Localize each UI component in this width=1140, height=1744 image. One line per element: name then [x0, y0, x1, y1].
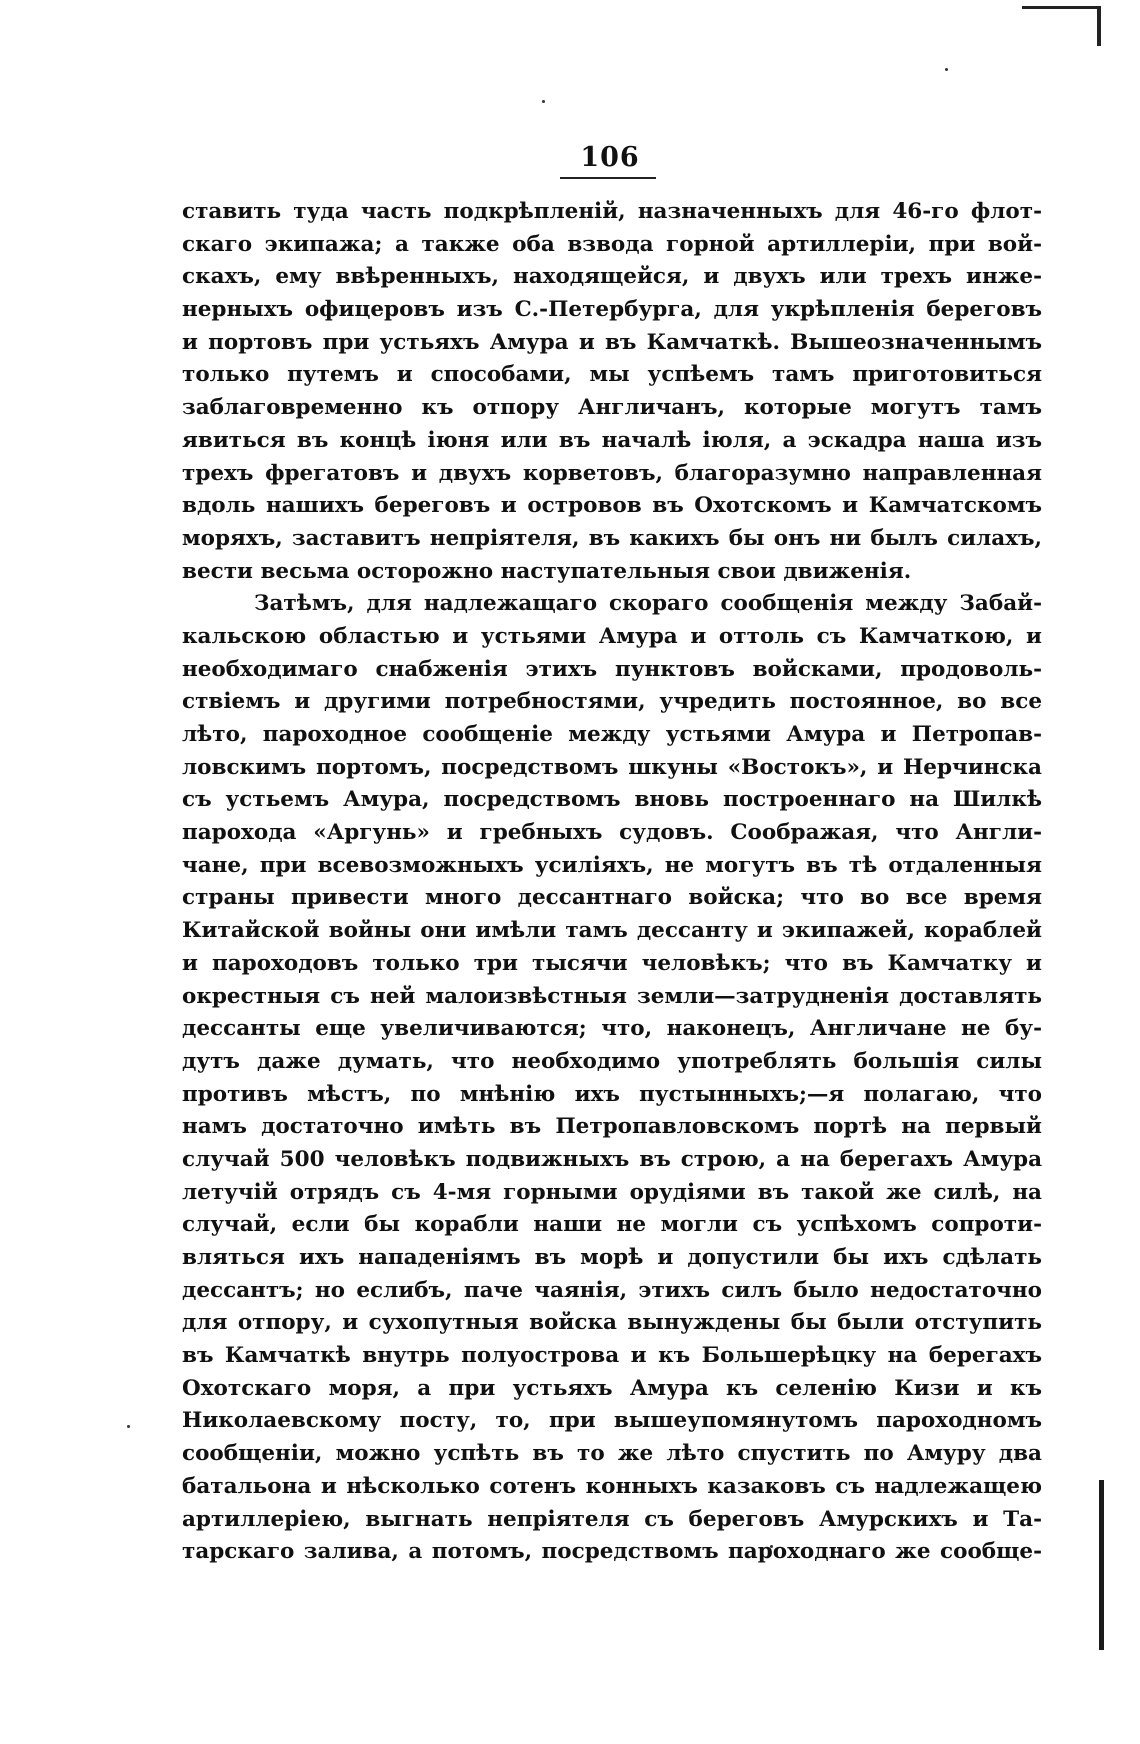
text-line: моряхъ, заставитъ непріятеля, въ какихъ бы онъ ни былъ силахъ, [182, 525, 1042, 551]
text-line: скаго экипажа; а также оба взвода горной артиллеріи, при вой- [182, 231, 1042, 257]
text-line: въ Камчаткѣ внутрь полуострова и къ Большерѣцку на берегахъ [182, 1343, 1042, 1369]
text-line: дессанты еще увеличиваются; что, наконецъ, Англичане не бу- [182, 1016, 1042, 1042]
text-line: лѣто, пароходное сообщеніе между устьями Амура и Петропав- [182, 722, 1042, 747]
text-line: случай 500 человѣкъ подвижныхъ въ строю, а на берегахъ Амура [182, 1146, 1042, 1172]
text-line: противъ мѣстъ, по мнѣнію ихъ пустынныхъ;—я полагаю, что [182, 1081, 1042, 1107]
text-line: съ устьемъ Амура, посредствомъ вновь построеннаго на Шилкѣ [182, 787, 1042, 813]
text-line: и портовъ при устьяхъ Амура и въ Камчаткѣ. Вышеозначеннымъ [182, 329, 1042, 355]
speck [945, 68, 948, 71]
text-line: Охотскаго моря, а при устьяхъ Амура къ селенію Кизи и къ [182, 1375, 1042, 1401]
text-line: сообщеніи, можно успѣть въ то же лѣто спустить по Амуру два [182, 1441, 1042, 1467]
text-line: дутъ даже думать, что необходимо употреблять большія силы [182, 1048, 1042, 1074]
text-line: Николаевскому посту, то, при вышеупомянутомъ пароходномъ [182, 1408, 1042, 1434]
text-line: дессантъ; но еслибъ, паче чаянія, этихъ силъ было недостаточно [182, 1277, 1042, 1303]
page-edge-mark [1022, 6, 1100, 29]
text-line: только путемъ и способами, мы успѣемъ тамъ приготовиться [182, 362, 1042, 388]
speck [127, 1425, 130, 1428]
body-text [182, 196, 1042, 1569]
text-line: чане, при всевозможныхъ усиліяхъ, не могутъ въ тѣ отдаленныя [182, 852, 1042, 878]
text-line: Китайской войны они имѣли тамъ дессанту и экипажей, кораблей [182, 918, 1042, 944]
text-line: ставить туда часть подкрѣпленій, назначенныхъ для 46-го флот- [182, 199, 1042, 224]
text-line: случай, если бы корабли наши не могли съ успѣхомъ сопроти- [182, 1212, 1042, 1238]
speck [542, 100, 545, 103]
text-line: вдоль нашихъ береговъ и островов въ Охотскомъ и Камчатскомъ [182, 493, 1042, 519]
text-line: нерныхъ офицеровъ изъ С.-Петербурга, для укрѣпленія береговъ [182, 297, 1042, 323]
text-line: ловскимъ портомъ, посредствомъ шкуны «Востокъ», и Нерчинска [182, 754, 1042, 780]
paragraph-start-line: Затѣмъ, для надлежащаго скораго сообщенія между Забай- [254, 591, 1042, 617]
text-line: трехъ фрегатовъ и двухъ корветовъ, благоразумно направленная [182, 460, 1042, 486]
text-line: летучій отрядъ съ 4-мя горными орудіями въ такой же силѣ, на [182, 1179, 1042, 1205]
text-line: скахъ, ему ввѣренныхъ, находящейся, и двухъ или трехъ инже- [182, 264, 1042, 290]
text-line: для отпору, и сухопутныя войска вынуждены бы были отступить [182, 1310, 1042, 1336]
text-line: ствіемъ и другими потребностями, учредить постоянное, во все [182, 689, 1042, 715]
page-number: 106 [580, 142, 640, 173]
text-line: вести весьма осторожно наступательныя свои движенія. [182, 558, 912, 584]
margin-rule [1099, 1480, 1104, 1650]
text-line: намъ достаточно имѣть въ Петропавловскомъ портѣ на первый [182, 1114, 1042, 1140]
text-line: тарскаго залива, а потомъ, посредствомъ пароходнаго же сообще- [182, 1539, 1042, 1565]
text-line: окрестныя съ ней малоизвѣстныя земли—затрудненія доставлять [182, 983, 1042, 1009]
text-line: парохода «Аргунь» и гребныхъ судовъ. Соображая, что Англи- [182, 820, 1042, 846]
text-line: батальона и нѣсколько сотенъ конныхъ казаковъ съ надлежащею [182, 1473, 1042, 1499]
text-line: и пароходовъ только три тысячи человѣкъ; что въ Камчатку и [182, 950, 1042, 976]
text-line: явиться въ концѣ іюня или въ началѣ іюля, а эскадра наша изъ [182, 427, 1042, 453]
text-line: страны привести много дессантнаго войска; что во все время [182, 885, 1042, 911]
text-line: артиллеріею, выгнать непріятеля съ береговъ Амурскихъ и Та- [182, 1506, 1042, 1532]
page-number-rule [560, 177, 656, 179]
text-line: вляться ихъ нападеніямъ въ морѣ и допустили бы ихъ сдѣлать [182, 1245, 1042, 1270]
text-line: кальскою областью и устьями Амура и оттоль съ Камчаткою, и [182, 623, 1042, 649]
text-line: заблаговременно къ отпору Англичанъ, которые могутъ тамъ [182, 395, 1042, 421]
text-line: необходимаго снабженія этихъ пунктовъ войсками, продоволь- [182, 656, 1042, 682]
